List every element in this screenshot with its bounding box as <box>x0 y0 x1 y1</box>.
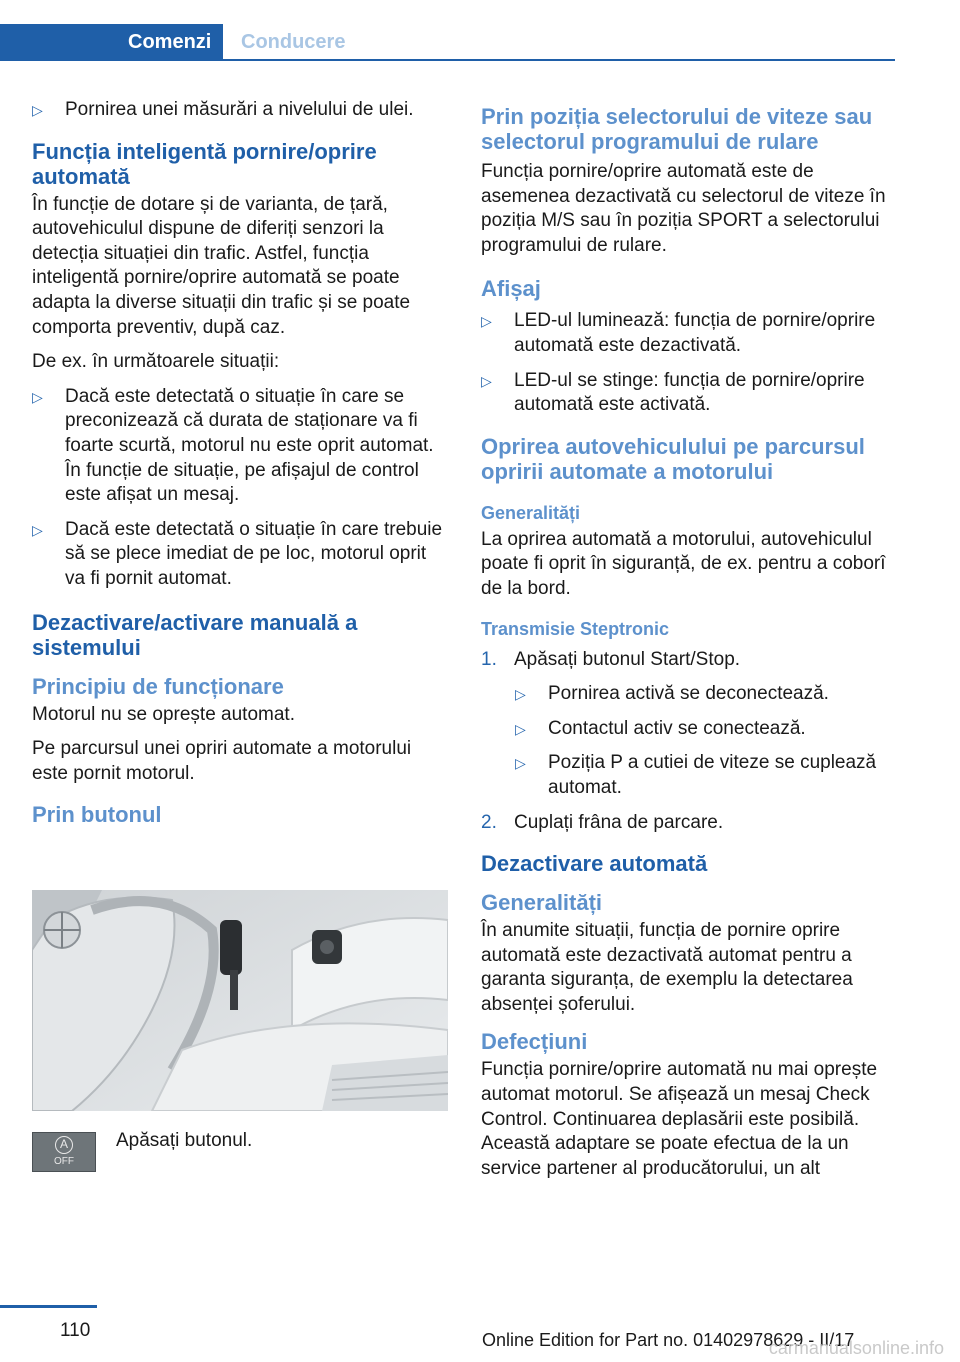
list-item <box>481 751 895 800</box>
list-item-text: Pornirea activă se deconectează. <box>548 683 829 705</box>
list-item <box>32 385 450 508</box>
auto-start-stop-off-icon <box>32 1132 96 1172</box>
heading-steptronic: Transmisie Steptronic <box>481 618 670 639</box>
list-item <box>481 682 895 707</box>
heading-display: Afișaj <box>481 276 541 302</box>
triangle-bullet-icon: ▷ <box>32 388 43 405</box>
heading-smart-start-stop: Funcția inteligentă pornire/oprire automată <box>32 138 377 189</box>
list-item-text: Cuplați frâna de parcare. <box>514 811 724 833</box>
page-number: 110 <box>60 1320 91 1341</box>
paragraph: Funcția pornire/oprire automată nu mai oprește automat motorul. Se afișează un mesaj Check Control. Continuarea deplasării este posibilă. Această adaptare se poate efectua de la un service partener al producătorului, un alt <box>481 1059 878 1179</box>
list-item-text: Poziția P a cutiei de viteze se cuplează automat. <box>548 752 877 798</box>
paragraph: Funcția pornire/oprire automată este de asemenea dezactivată cu selectorul de viteze în poziția M/S sau în poziția SPORT a selectorului programului de rulare. <box>481 161 886 256</box>
triangle-bullet-icon: ▷ <box>515 686 526 703</box>
tab-comenzi[interactable] <box>0 24 223 61</box>
paragraph: Pe parcursul unei opriri automate a motorului este pornit motorul. <box>32 738 412 784</box>
triangle-bullet-icon: ▷ <box>481 313 492 330</box>
edition-footer: Online Edition for Part no. 01402978629 - II/17 <box>482 1330 855 1350</box>
heading-general: Generalități <box>481 890 603 916</box>
triangle-bullet-icon: ▷ <box>515 755 526 772</box>
list-item <box>481 369 895 418</box>
list-item <box>481 717 895 742</box>
triangle-bullet-icon: ▷ <box>481 372 492 389</box>
list-item <box>481 811 895 836</box>
list-item-text: Pornirea unei măsurări a nivelului de ulei. <box>65 99 414 120</box>
button-caption: Apăsați butonul. <box>116 1130 253 1151</box>
step-number: 1. <box>481 648 497 670</box>
paragraph: În anumite situații, funcția de pornire oprire automată este dezactivată automat pentru a garanta siguranța, de exemplu la detectarea absenței șoferului. <box>481 920 853 1015</box>
dashboard-button-photo <box>32 890 448 1111</box>
watermark: carmanualsonline.info <box>768 1338 944 1358</box>
heading-general: Generalități <box>481 502 581 523</box>
tab-conducere-label: Conducere <box>241 31 346 53</box>
list-item <box>481 648 895 673</box>
heading-manual: Dezactivare/activare manuală a sistemului <box>32 609 358 660</box>
triangle-bullet-icon: ▷ <box>32 102 43 118</box>
left-column <box>32 98 450 827</box>
paragraph: De ex. în următoarele situații: <box>32 351 280 373</box>
triangle-bullet-icon: ▷ <box>32 521 43 538</box>
icon-letter: A <box>55 1136 73 1154</box>
heading-selector: Prin poziția selectorului de viteze sau selectorul programului de rulare <box>481 104 873 154</box>
list-item <box>32 518 450 592</box>
list-item-text: Dacă este detectată o situație în care se preconizează că durata de staționare va fi foarte scurtă, motorul nu este oprit automat. În funcție de situație, pe afișajul de control este afișat un mesaj. <box>65 385 434 506</box>
list-item <box>32 98 450 123</box>
tab-comenzi-label: Comenzi <box>128 31 212 53</box>
right-column <box>481 104 895 1191</box>
triangle-bullet-icon: ▷ <box>515 720 526 737</box>
page-number-rule <box>0 1305 97 1308</box>
paragraph: La oprirea automată a motorului, autovehiculul poate fi oprit în siguranță, de ex. pentru a coborî de la bord. <box>481 528 886 599</box>
heading-faults: Defecțiuni <box>481 1029 588 1055</box>
header-tabs <box>0 24 895 61</box>
paragraph: În funcție de dotare și de varianta, de țară, autovehiculul dispune de diferiți senzori la detecția situației din trafic. Astfel, funcția inteligentă pornire/oprire automată se poate adapta la diverse situații din trafic și se poate comporta preventiv, după caz. <box>32 193 411 338</box>
heading-auto-deactivation: Dezactivare automată <box>481 851 708 877</box>
list-item-text: LED-ul se stinge: funcția de pornire/oprire automată este activată. <box>514 369 865 416</box>
list-item <box>481 309 895 358</box>
step-number: 2. <box>481 811 497 833</box>
list-item-text: Contactul activ se conectează. <box>548 717 806 739</box>
tab-underline <box>223 59 895 61</box>
dashboard-illustration <box>32 890 448 1111</box>
heading-button: Prin butonul <box>32 802 162 828</box>
heading-stop-vehicle: Oprirea autovehiculului pe parcursul opririi automate a motorului <box>481 433 865 484</box>
icon-off-text: OFF <box>54 1156 74 1167</box>
list-item-text: Apăsați butonul Start/Stop. <box>514 648 741 670</box>
paragraph: Motorul nu se oprește automat. <box>32 703 295 725</box>
tab-conducere[interactable] <box>223 24 895 61</box>
heading-principle: Principiu de funcționare <box>32 673 284 699</box>
list-item-text: Dacă este detectată o situație în care trebuie să se plece imediat de pe loc, motorul oprit va fi pornit automat. <box>65 518 443 589</box>
list-item-text: LED-ul luminează: funcția de pornire/oprire automată este dezactivată. <box>514 310 876 356</box>
